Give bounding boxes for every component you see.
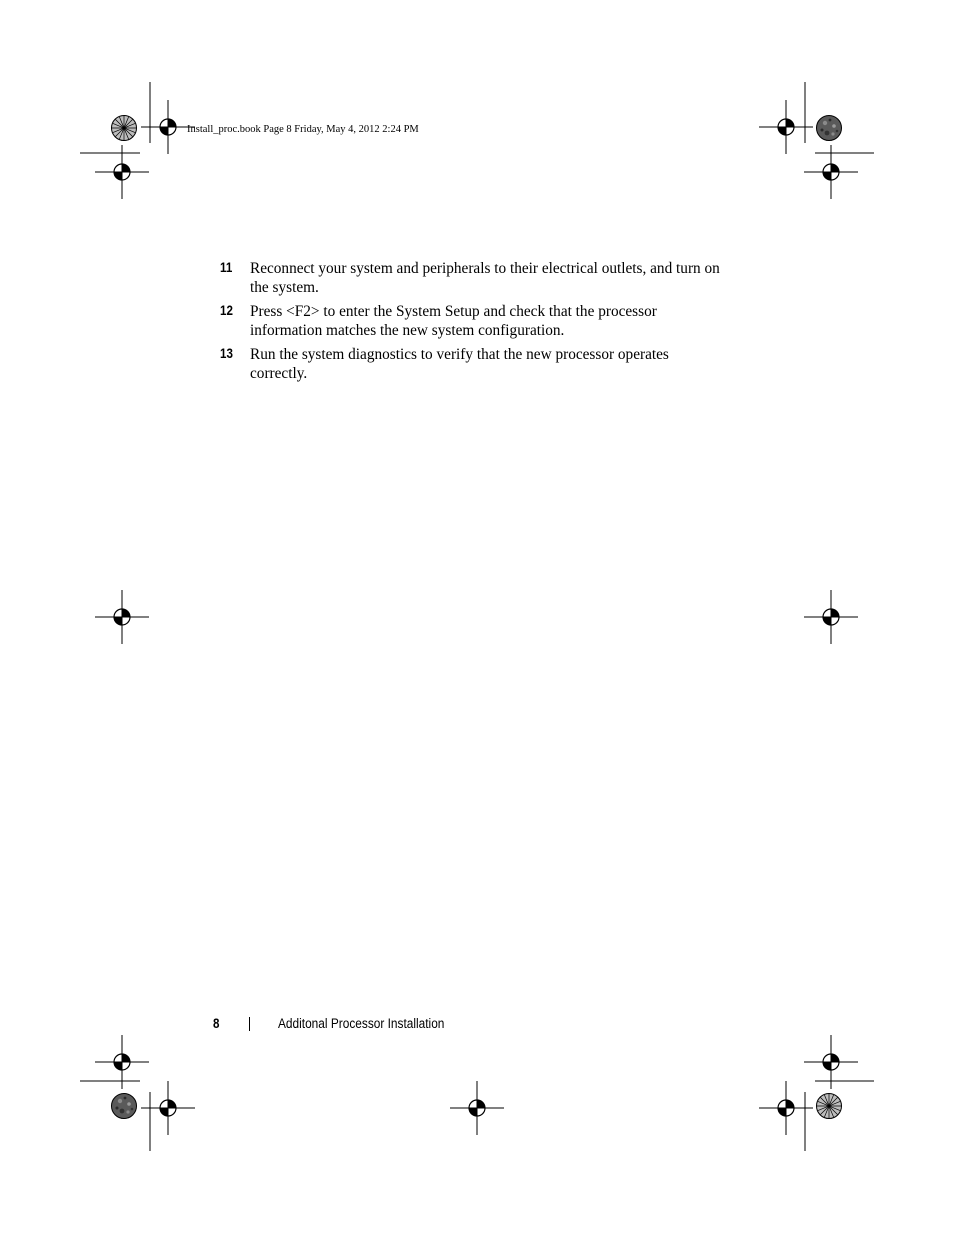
- step-item: [220, 345, 720, 383]
- step-number: 11: [220, 260, 233, 275]
- step-number: 13: [220, 346, 233, 361]
- crop-marks: [80, 82, 874, 1151]
- footer-section-title: Additonal Processor Installation: [278, 1016, 445, 1031]
- step-text: Press <F2> to enter the System Setup and check that the processor information matches the new system configuration.: [250, 303, 657, 339]
- step-number: 12: [220, 303, 233, 318]
- footer-divider: [249, 1017, 250, 1031]
- step-text: Reconnect your system and peripherals to their electrical outlets, and turn on the system.: [250, 260, 720, 296]
- step-item: [220, 259, 720, 297]
- step-text: Run the system diagnostics to verify that the new processor operates correctly.: [250, 346, 669, 382]
- print-slug-line: Install_proc.book Page 8 Friday, May 4, 2012 2:24 PM: [187, 124, 419, 135]
- registration-marks: [95, 100, 858, 1135]
- step-item: [220, 302, 720, 340]
- procedure-steps: [220, 259, 720, 388]
- page-number: 8: [213, 1016, 220, 1031]
